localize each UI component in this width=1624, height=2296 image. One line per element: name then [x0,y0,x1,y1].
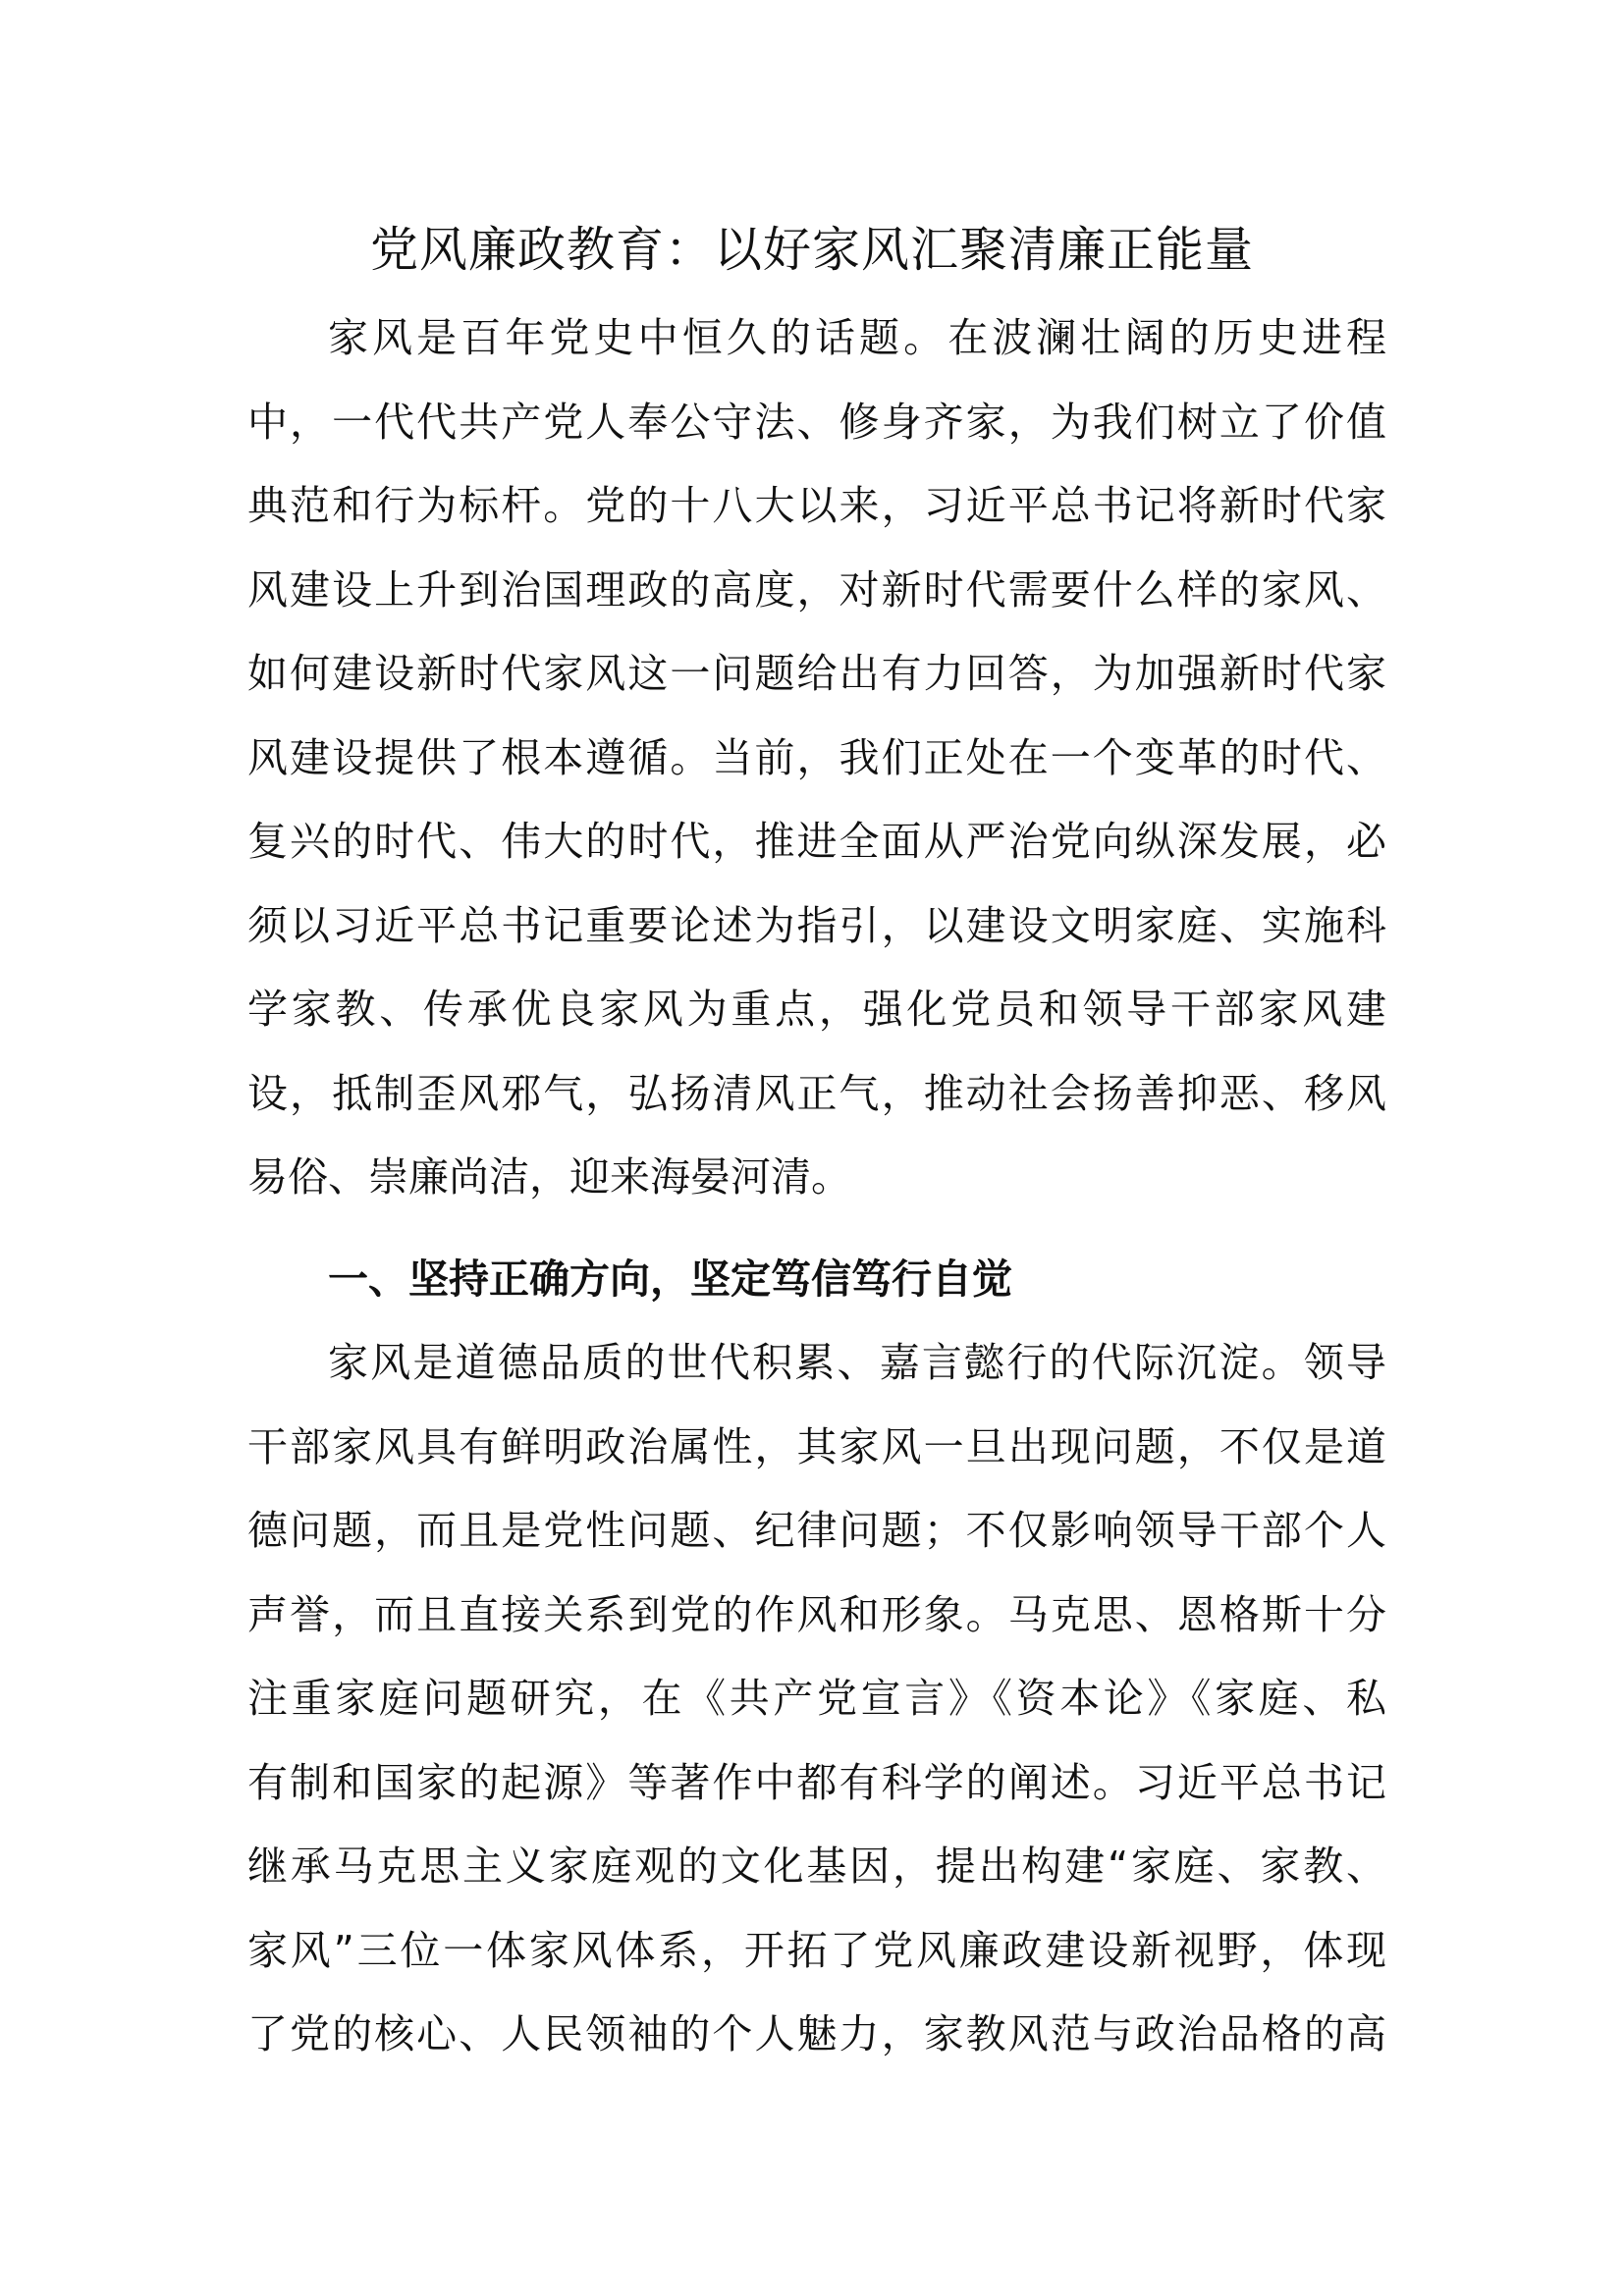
text-line: 风建设上升到治国理政的高度，对新时代需要什么样的家风、 [247,565,1386,614]
document-title: 党风廉政教育：以好家风汇聚清廉正能量 [369,222,1254,278]
text-line: 德问题，而且是党性问题、纪律问题；不仅影响领导干部个人 [247,1507,1386,1554]
text-line: 继承马克思主义家庭观的文化基因，提出构建“家庭、家教、 [247,1842,1386,1890]
text-line: 易俗、崇廉尚洁，迎来海晏河清。 [247,1153,851,1201]
text-line: 干部家风具有鲜明政治属性，其家风一旦出现问题，不仅是道 [247,1422,1386,1470]
text-line: 家风是道德品质的世代积累、嘉言懿行的代际沉淀。领导 [328,1339,1386,1386]
text-line: 如何建设新时代家风这一问题给出有力回答，为加强新时代家 [247,650,1386,697]
text-line: 注重家庭问题研究，在《共产党宣言》《资本论》《家庭、私 [247,1675,1386,1722]
text-line: 家风是百年党史中恒久的话题。在波澜壮阔的历史进程 [328,314,1386,361]
text-line: 有制和国家的起源》等著作中都有科学的阐述。习近平总书记 [247,1758,1386,1806]
paragraph-section1 [247,1321,1386,2077]
text-line: 声誉，而且直接关系到党的作风和形象。马克思、恩格斯十分 [247,1590,1386,1638]
text-line: 风建设提供了根本遵循。当前，我们正处在一个变革的时代、 [247,733,1386,781]
text-line: 设，抵制歪风邪气，弘扬清风正气，推动社会扬善抑恶、移风 [247,1069,1386,1117]
text-line: 了党的核心、人民领袖的个人魅力，家教风范与政治品格的高 [247,2010,1386,2057]
text-line: 中，一代代共产党人奉公守法、修身齐家，为我们树立了价值 [247,398,1386,446]
text-line: 复兴的时代、伟大的时代，推进全面从严治党向纵深发展，必 [247,818,1386,865]
text-line: 学家教、传承优良家风为重点，强化党员和领导干部家风建 [247,986,1386,1033]
text-line: 家风”三位一体家风体系，开拓了党风廉政建设新视野，体现 [247,1926,1386,1974]
paragraph-intro [247,296,1386,1220]
section-heading: 一、坚持正确方向，坚定笃信笃行自觉 [328,1255,1012,1303]
text-line: 典范和行为标杆。党的十八大以来，习近平总书记将新时代家 [247,482,1386,529]
text-line: 须以习近平总书记重要论述为指引，以建设文明家庭、实施科 [247,901,1386,949]
